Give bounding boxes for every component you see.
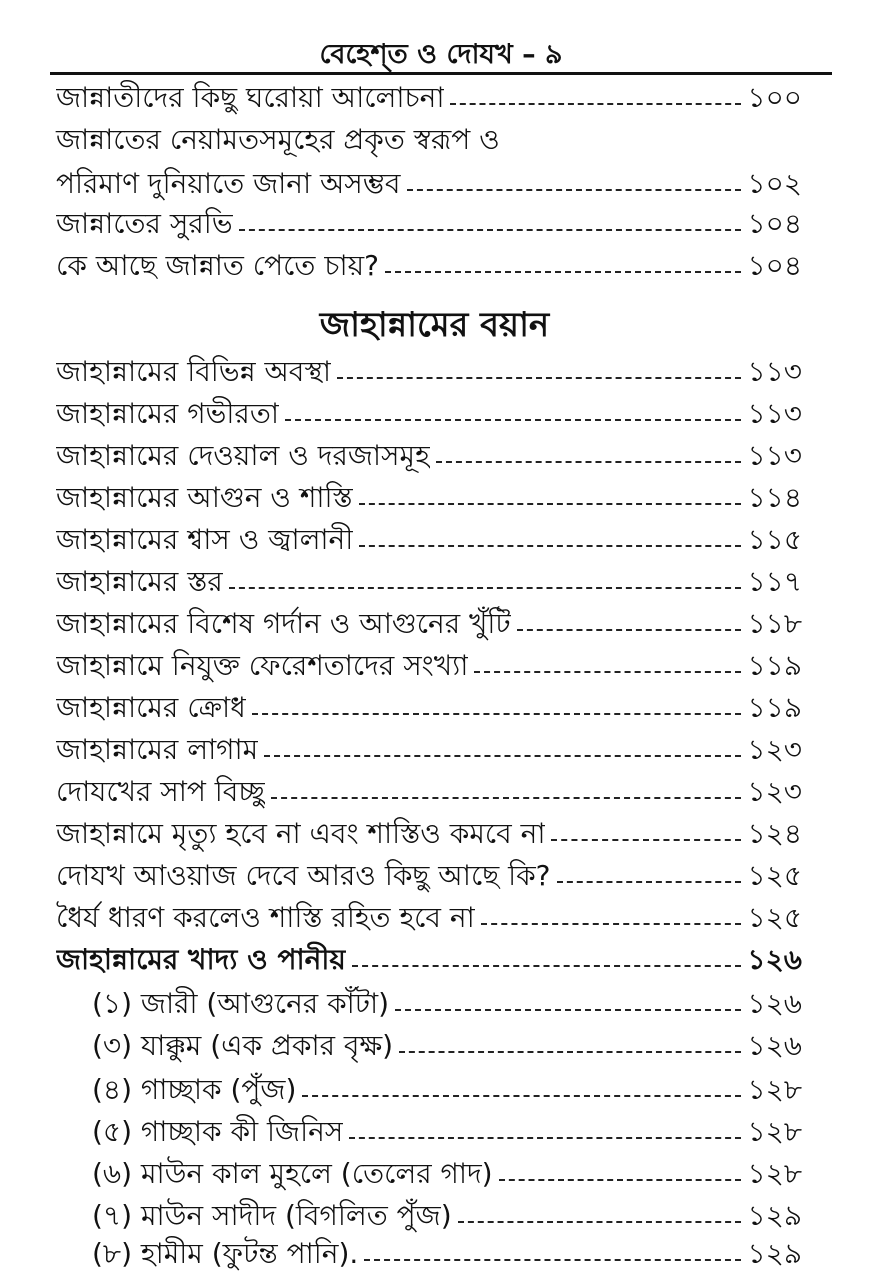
toc-entry <box>56 646 802 686</box>
dot-leader <box>474 671 741 673</box>
dot-leader <box>385 271 742 273</box>
entry-title: (৫) গাচ্ছাক কী জিনিস <box>92 1115 344 1148</box>
toc-sub-entry <box>92 1026 802 1066</box>
toc-entry <box>56 604 802 644</box>
toc-sub-entry <box>92 1154 802 1194</box>
toc-entry <box>56 520 802 560</box>
toc-entry <box>56 730 802 770</box>
toc-entry <box>56 814 802 854</box>
entry-title: দোযখের সাপ বিচ্ছু <box>56 775 265 808</box>
entry-page: ১০০ <box>747 81 802 114</box>
toc-entry <box>56 436 802 476</box>
entry-page: ১২৬ <box>747 943 802 976</box>
toc-entry <box>56 120 802 160</box>
entry-page: ১১৩ <box>747 439 802 472</box>
toc-entry <box>56 688 802 728</box>
dot-leader <box>264 755 741 757</box>
entry-page: ১২৮ <box>747 1115 802 1148</box>
dot-leader <box>359 545 741 547</box>
entry-page: ১২৫ <box>747 901 802 934</box>
toc-sub-entry <box>92 1070 802 1110</box>
dot-leader <box>551 839 741 841</box>
entry-page: ১১৯ <box>747 649 802 682</box>
entry-page: ১০৪ <box>747 207 802 240</box>
entry-title: কে আছে জান্নাত পেতে চায়? <box>56 249 379 282</box>
entry-title: জাহান্নামের বিভিন্ন অবস্থা <box>56 355 332 388</box>
dot-leader <box>499 1179 742 1181</box>
entry-page: ১২৫ <box>747 859 802 892</box>
entry-page: ১২৮ <box>747 1073 802 1106</box>
entry-page: ১২৪ <box>747 817 802 850</box>
toc-entry <box>56 164 802 204</box>
toc-entry <box>56 78 802 118</box>
dot-leader <box>285 419 741 421</box>
dot-leader <box>302 1095 741 1097</box>
entry-page: ১২৮ <box>747 1157 802 1190</box>
dot-leader <box>517 629 742 631</box>
dot-leader <box>252 713 742 715</box>
dot-leader <box>436 461 742 463</box>
entry-page: ১১৮ <box>747 607 802 640</box>
dot-leader <box>271 797 742 799</box>
toc-entry <box>56 246 802 286</box>
toc-entry <box>56 394 802 434</box>
entry-page: ১১৯ <box>747 691 802 724</box>
entry-page: ১২৬ <box>747 987 802 1020</box>
dot-leader <box>557 881 742 883</box>
entry-title: (৭) মাউন সাদীদ (বিগলিত পুঁজ) <box>92 1199 452 1232</box>
toc-entry <box>56 352 802 392</box>
toc-sub-entry <box>92 984 802 1024</box>
running-head: বেহেশ্‌ত ও দোযখ – ৯ <box>319 39 563 70</box>
entry-page: ১১৩ <box>747 397 802 430</box>
entry-title: জাহান্নামের দেওয়াল ও দরজাসমূহ <box>56 439 430 472</box>
dot-leader <box>352 965 742 967</box>
entry-title: দোযখ আওয়াজ দেবে আরও কিছু আছে কি? <box>56 859 551 892</box>
entry-title: (৩) যাক্কুম (এক প্রকার বৃক্ষ) <box>92 1029 394 1062</box>
entry-title: জাহান্নামে নিযুক্ত ফেরেশতাদের সংখ্যা <box>56 649 469 682</box>
toc-entry <box>56 856 802 896</box>
toc-sub-entry <box>92 1112 802 1152</box>
dot-leader <box>229 587 742 589</box>
toc-entry <box>56 898 802 938</box>
entry-page: ১২৩ <box>747 775 802 808</box>
entry-title: জাহান্নামে মৃত্যু হবে না এবং শাস্তিও কমবে না <box>56 817 546 850</box>
entry-title: জাহান্নামের স্তর <box>56 565 223 598</box>
dot-leader <box>458 1221 742 1223</box>
dot-leader <box>364 1259 741 1261</box>
dot-leader <box>450 103 741 105</box>
toc-entry <box>56 562 802 602</box>
dot-leader <box>481 923 742 925</box>
entry-title: জাহান্নামের লাগাম <box>56 733 259 766</box>
entry-page: ১২৬ <box>747 1029 802 1062</box>
entry-title: জান্নাতীদের কিছু ঘরোয়া আলোচনা <box>56 81 445 114</box>
toc-entry <box>56 204 802 244</box>
entry-title: জান্নাতের সুরভি <box>56 207 233 240</box>
toc-sub-entry <box>92 1234 802 1274</box>
entry-title: জাহান্নামের গভীরতা <box>56 397 279 430</box>
entry-page: ১২৯ <box>747 1237 802 1270</box>
entry-page: ১০২ <box>747 167 802 200</box>
entry-page: ১১৫ <box>747 523 802 556</box>
entry-title: জাহান্নামের শ্বাস ও জ্বালানী <box>56 523 354 556</box>
entry-title: জাহান্নামের খাদ্য ও পানীয় <box>56 943 346 976</box>
entry-page: ১১৩ <box>747 355 802 388</box>
entry-page: ১২৩ <box>747 733 802 766</box>
entry-page: ১১৭ <box>747 565 802 598</box>
entry-title: (৬) মাউন কাল মুহলে (তেলের গাদ) <box>92 1157 493 1190</box>
dot-leader <box>239 229 742 231</box>
toc-sub-entry <box>92 1196 802 1236</box>
entry-title: (১) জারী (আগুনের কাঁটা) <box>92 987 390 1020</box>
toc-entry <box>56 940 802 980</box>
toc-entry <box>56 772 802 812</box>
dot-leader <box>407 189 742 191</box>
dot-leader <box>359 503 742 505</box>
entry-title: জাহান্নামের বিশেষ গর্দান ও আগুনের খুঁটি <box>56 607 511 640</box>
toc-entry <box>56 478 802 518</box>
dot-leader <box>399 1051 741 1053</box>
entry-title: (৪) গাচ্ছাক (পুঁজ) <box>92 1073 297 1106</box>
dot-leader <box>395 1009 741 1011</box>
entry-page: ১২৯ <box>747 1199 802 1232</box>
entry-title: জান্নাতের নেয়ামতসমূহের প্রকৃত স্বরূপ ও <box>56 123 500 156</box>
entry-title: ধৈর্য ধারণ করলেও শাস্তি রহিত হবে না <box>56 901 475 934</box>
dot-leader <box>349 1137 741 1139</box>
entry-page: ১০৪ <box>747 249 802 282</box>
entry-title: জাহান্নামের ক্রোধ <box>56 691 246 724</box>
dot-leader <box>337 377 741 379</box>
entry-title: জাহান্নামের আগুন ও শাস্তি <box>56 481 353 514</box>
section-heading: জাহান্নামের বয়ান <box>319 305 550 345</box>
entry-title: (৮) হামীম (ফুটন্ত পানি). <box>92 1237 359 1270</box>
entry-page: ১১৪ <box>747 481 802 514</box>
entry-title: পরিমাণ দুনিয়াতে জানা অসম্ভব <box>56 167 401 200</box>
